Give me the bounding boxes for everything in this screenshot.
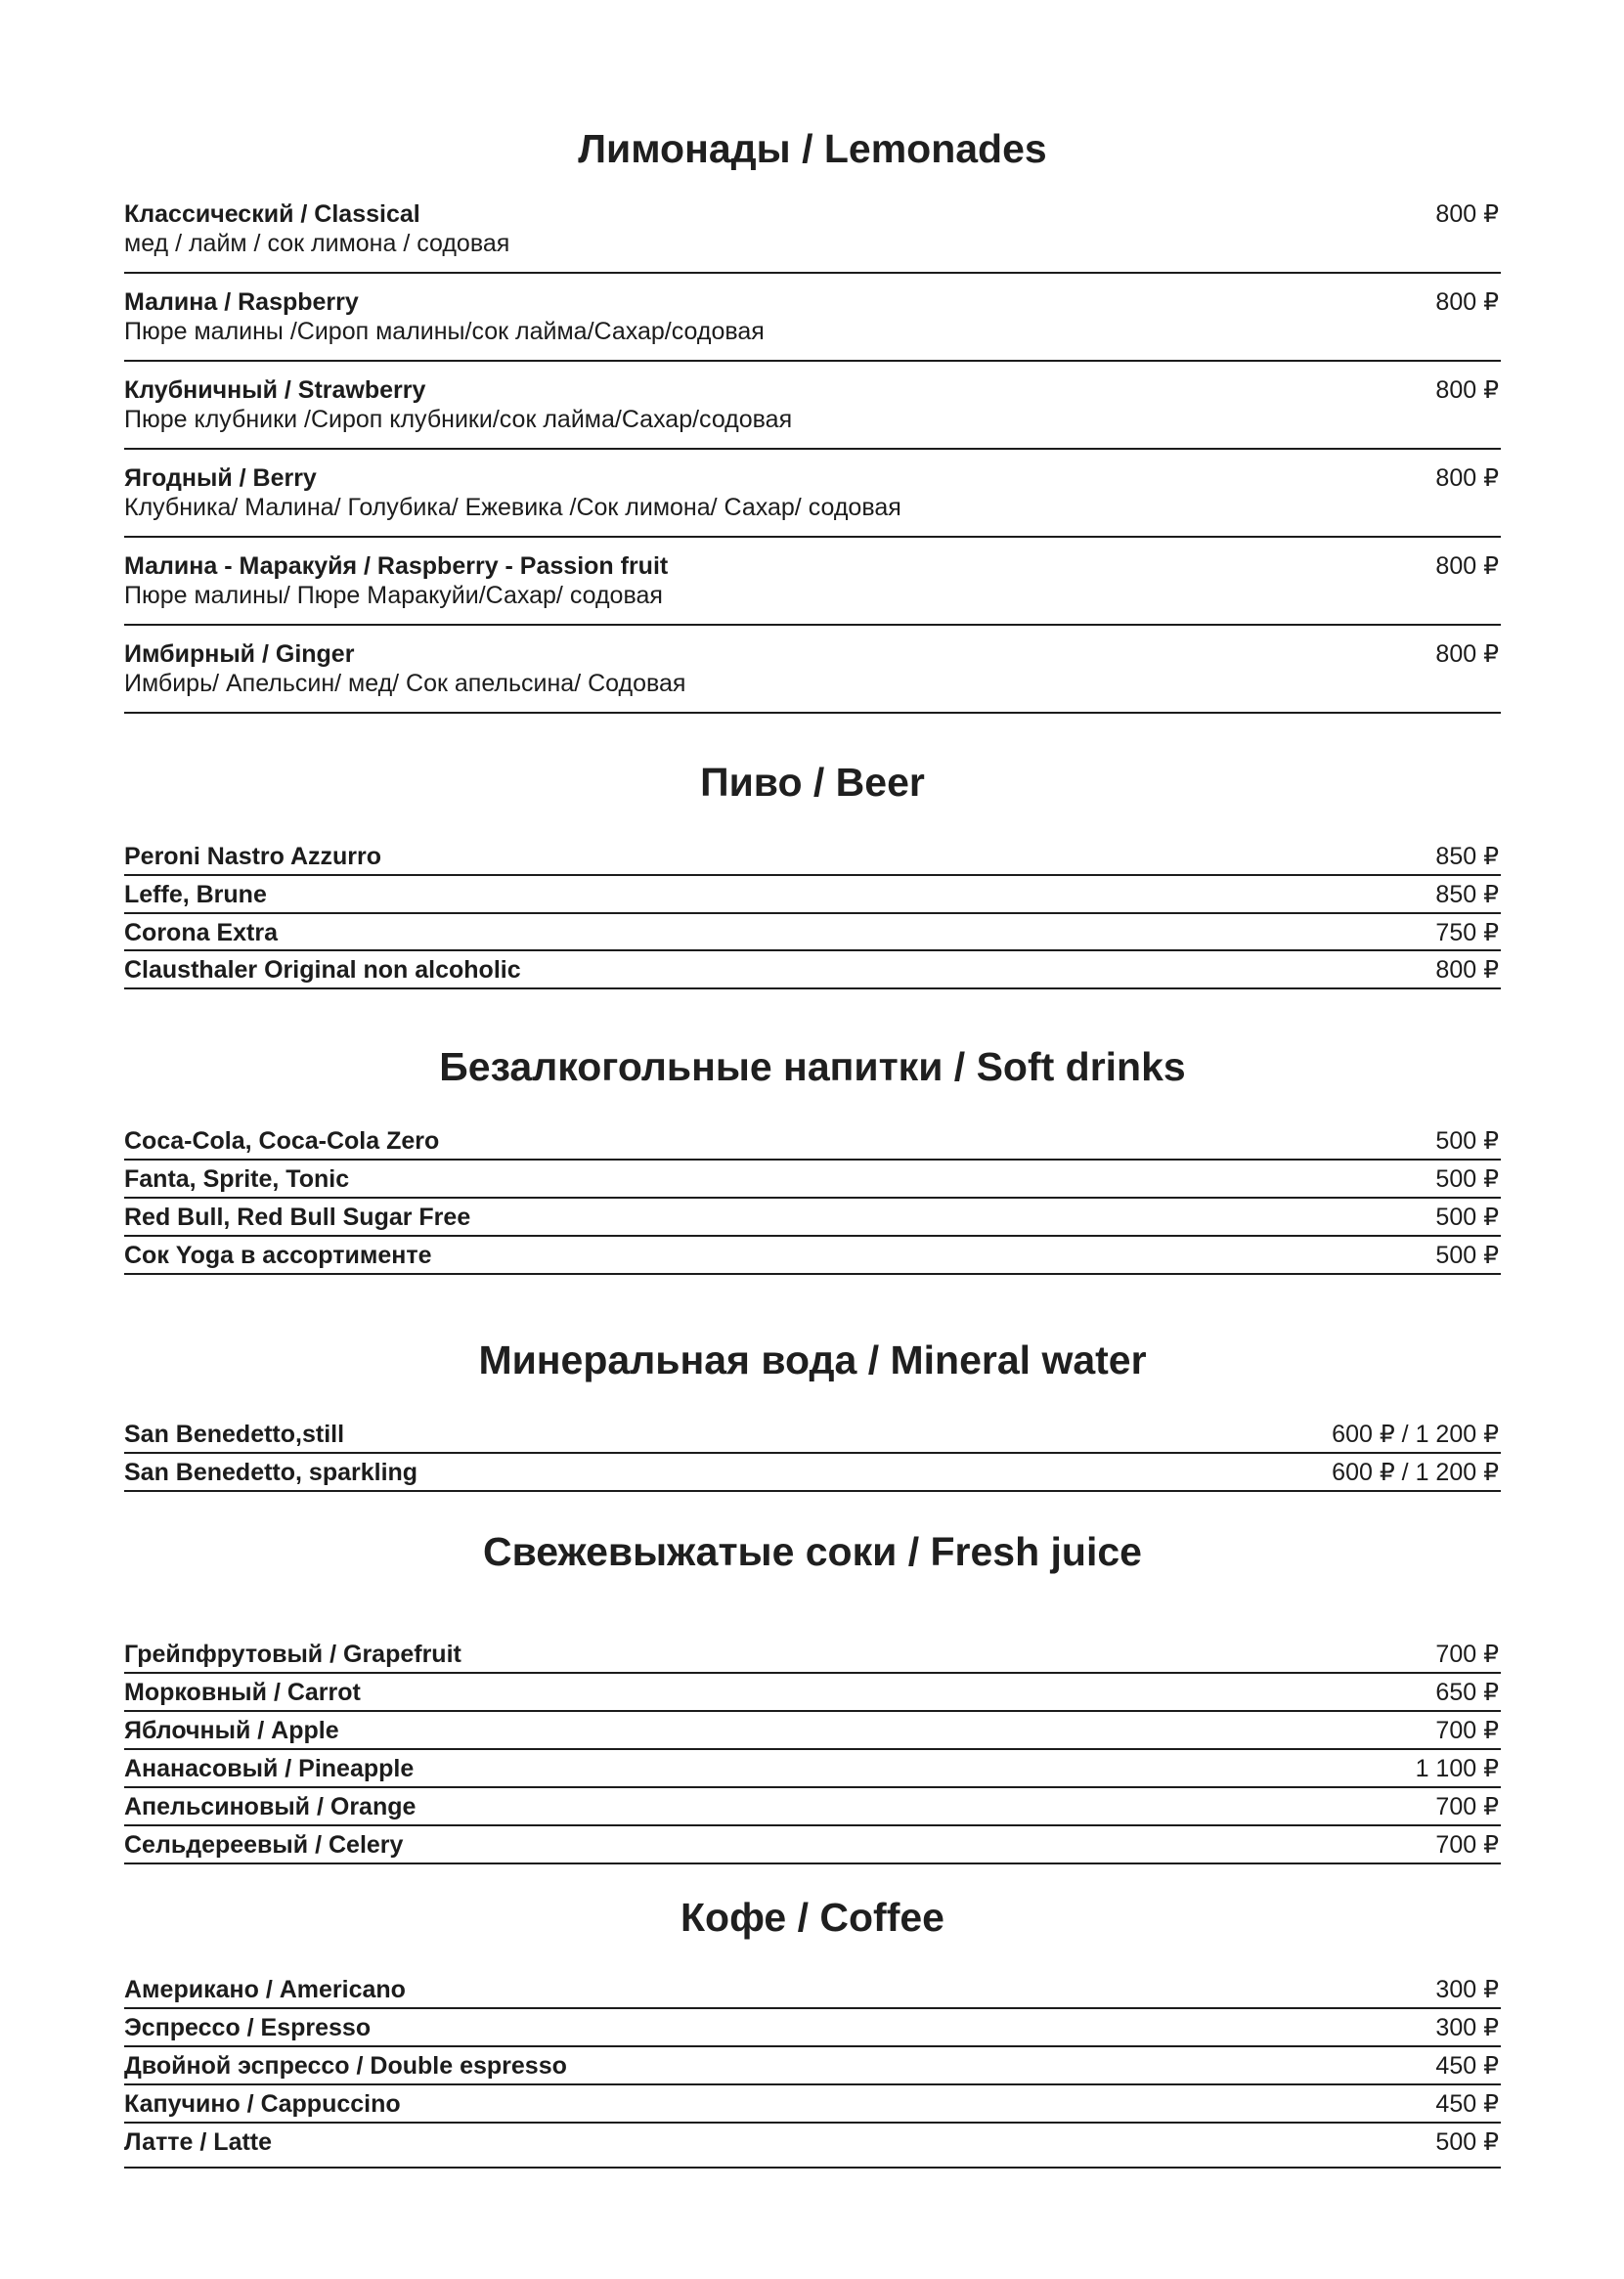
item-name: Сок Yoga в ассортименте	[124, 1242, 432, 1269]
item-price: 700 ₽	[1435, 1793, 1499, 1820]
item-name: Латте / Latte	[124, 2128, 273, 2156]
section-title-fresh-juice: Свежевыжатые соки / Fresh juice	[483, 1529, 1142, 1574]
menu-item	[124, 362, 1501, 450]
beer-list	[124, 838, 1501, 989]
item-name: Американо / Americano	[124, 1976, 406, 2003]
menu-item	[124, 2009, 1501, 2047]
menu-item	[124, 1416, 1501, 1454]
menu-item	[124, 1788, 1501, 1826]
item-price: 700 ₽	[1435, 1831, 1499, 1859]
item-description: Имбирь/ Апельсин/ мед/ Сок апельсина/ Содовая	[124, 670, 686, 697]
menu-item	[124, 1971, 1501, 2009]
item-name: Апельсиновый / Orange	[124, 1793, 417, 1820]
menu-item	[124, 2124, 1501, 2169]
item-description: Клубника/ Малина/ Голубика/ Ежевика /Сок лимона/ Сахар/ содовая	[124, 494, 901, 521]
item-name: San Benedetto,still	[124, 1421, 345, 1448]
menu-item	[124, 1826, 1501, 1864]
item-price: 300 ₽	[1435, 2014, 1499, 2041]
section-title-soft-drinks: Безалкогольные напитки / Soft drinks	[439, 1044, 1186, 1089]
item-name: San Benedetto, sparkling	[124, 1459, 418, 1486]
item-name: Классический / Classical	[124, 200, 420, 228]
menu-item	[124, 2047, 1501, 2085]
item-name: Капучино / Cappuccino	[124, 2090, 401, 2118]
item-price: 300 ₽	[1435, 1976, 1499, 2003]
section-title-mineral-water: Минеральная вода / Mineral water	[478, 1337, 1147, 1382]
item-name: Морковный / Carrot	[124, 1679, 361, 1706]
item-price: 800 ₽	[1435, 956, 1499, 984]
item-name: Сельдереевый / Celery	[124, 1831, 404, 1859]
item-name: Клубничный / Strawberry	[124, 376, 426, 404]
item-name: Fanta, Sprite, Tonic	[124, 1165, 350, 1193]
item-name: Яблочный / Apple	[124, 1717, 339, 1744]
item-name: Ананасовый / Pineapple	[124, 1755, 415, 1782]
menu-item	[124, 914, 1501, 951]
item-price: 600 ₽ / 1 200 ₽	[1332, 1459, 1499, 1486]
item-price: 650 ₽	[1435, 1679, 1499, 1706]
lemonades-list	[124, 186, 1501, 714]
mineral-water-list	[124, 1416, 1501, 1492]
item-price: 450 ₽	[1435, 2090, 1499, 2118]
item-name: Corona Extra	[124, 919, 278, 946]
item-price: 500 ₽	[1435, 1127, 1499, 1155]
item-name: Clausthaler Original non alcoholic	[124, 956, 521, 984]
menu-item	[124, 2085, 1501, 2124]
menu-item	[124, 1454, 1501, 1492]
item-name: Coca-Cola, Coca-Cola Zero	[124, 1127, 440, 1155]
item-price: 500 ₽	[1435, 1165, 1499, 1193]
item-price: 700 ₽	[1435, 1717, 1499, 1744]
item-description: мед / лайм / сок лимона / содовая	[124, 230, 510, 257]
item-name: Leffe, Brune	[124, 881, 267, 908]
menu-item	[124, 450, 1501, 538]
fresh-juice-list	[124, 1636, 1501, 1864]
item-description: Пюре малины/ Пюре Маракуйи/Сахар/ содовая	[124, 582, 663, 609]
menu-item	[124, 1636, 1501, 1674]
item-price: 800 ₽	[1435, 552, 1499, 580]
item-name: Имбирный / Ginger	[124, 640, 355, 668]
section-title-coffee: Кофе / Coffee	[680, 1895, 944, 1940]
item-description: Пюре клубники /Сироп клубники/сок лайма/Сахар/содовая	[124, 406, 793, 433]
item-price: 1 100 ₽	[1415, 1755, 1499, 1782]
item-price: 800 ₽	[1435, 288, 1499, 316]
soft-drinks-list	[124, 1122, 1501, 1275]
item-name: Грейпфрутовый / Grapefruit	[124, 1641, 461, 1668]
item-name: Red Bull, Red Bull Sugar Free	[124, 1204, 471, 1231]
item-price: 500 ₽	[1435, 2128, 1499, 2156]
section-title-beer: Пиво / Beer	[700, 760, 925, 805]
item-name: Малина / Raspberry	[124, 288, 359, 316]
item-price: 800 ₽	[1435, 464, 1499, 492]
menu-item	[124, 186, 1501, 274]
menu-item	[124, 1712, 1501, 1750]
menu-item	[124, 1161, 1501, 1199]
item-price: 850 ₽	[1435, 843, 1499, 870]
item-price: 750 ₽	[1435, 919, 1499, 946]
menu-item	[124, 626, 1501, 714]
section-title-lemonades: Лимонады / Lemonades	[578, 126, 1047, 171]
item-price: 700 ₽	[1435, 1641, 1499, 1668]
coffee-list	[124, 1971, 1501, 2169]
item-price: 850 ₽	[1435, 881, 1499, 908]
item-price: 800 ₽	[1435, 640, 1499, 668]
menu-item	[124, 1199, 1501, 1237]
item-name: Малина - Маракуйя / Raspberry - Passion fruit	[124, 552, 669, 580]
menu-item	[124, 951, 1501, 989]
item-price: 600 ₽ / 1 200 ₽	[1332, 1421, 1499, 1448]
menu-item	[124, 274, 1501, 362]
item-name: Ягодный / Berry	[124, 464, 317, 492]
menu-item	[124, 1674, 1501, 1712]
item-price: 500 ₽	[1435, 1242, 1499, 1269]
menu-item	[124, 538, 1501, 626]
menu-item	[124, 876, 1501, 914]
item-name: Эспрессо / Espresso	[124, 2014, 372, 2041]
menu-item	[124, 1122, 1501, 1161]
item-price: 800 ₽	[1435, 376, 1499, 404]
item-price: 450 ₽	[1435, 2052, 1499, 2080]
item-description: Пюре малины /Сироп малины/сок лайма/Сахар/содовая	[124, 318, 765, 345]
menu-item	[124, 838, 1501, 876]
menu-item	[124, 1750, 1501, 1788]
menu-item	[124, 1237, 1501, 1275]
item-name: Peroni Nastro Azzurro	[124, 843, 382, 870]
item-price: 500 ₽	[1435, 1204, 1499, 1231]
item-name: Двойной эспрессо / Double espresso	[124, 2052, 567, 2080]
item-price: 800 ₽	[1435, 200, 1499, 228]
